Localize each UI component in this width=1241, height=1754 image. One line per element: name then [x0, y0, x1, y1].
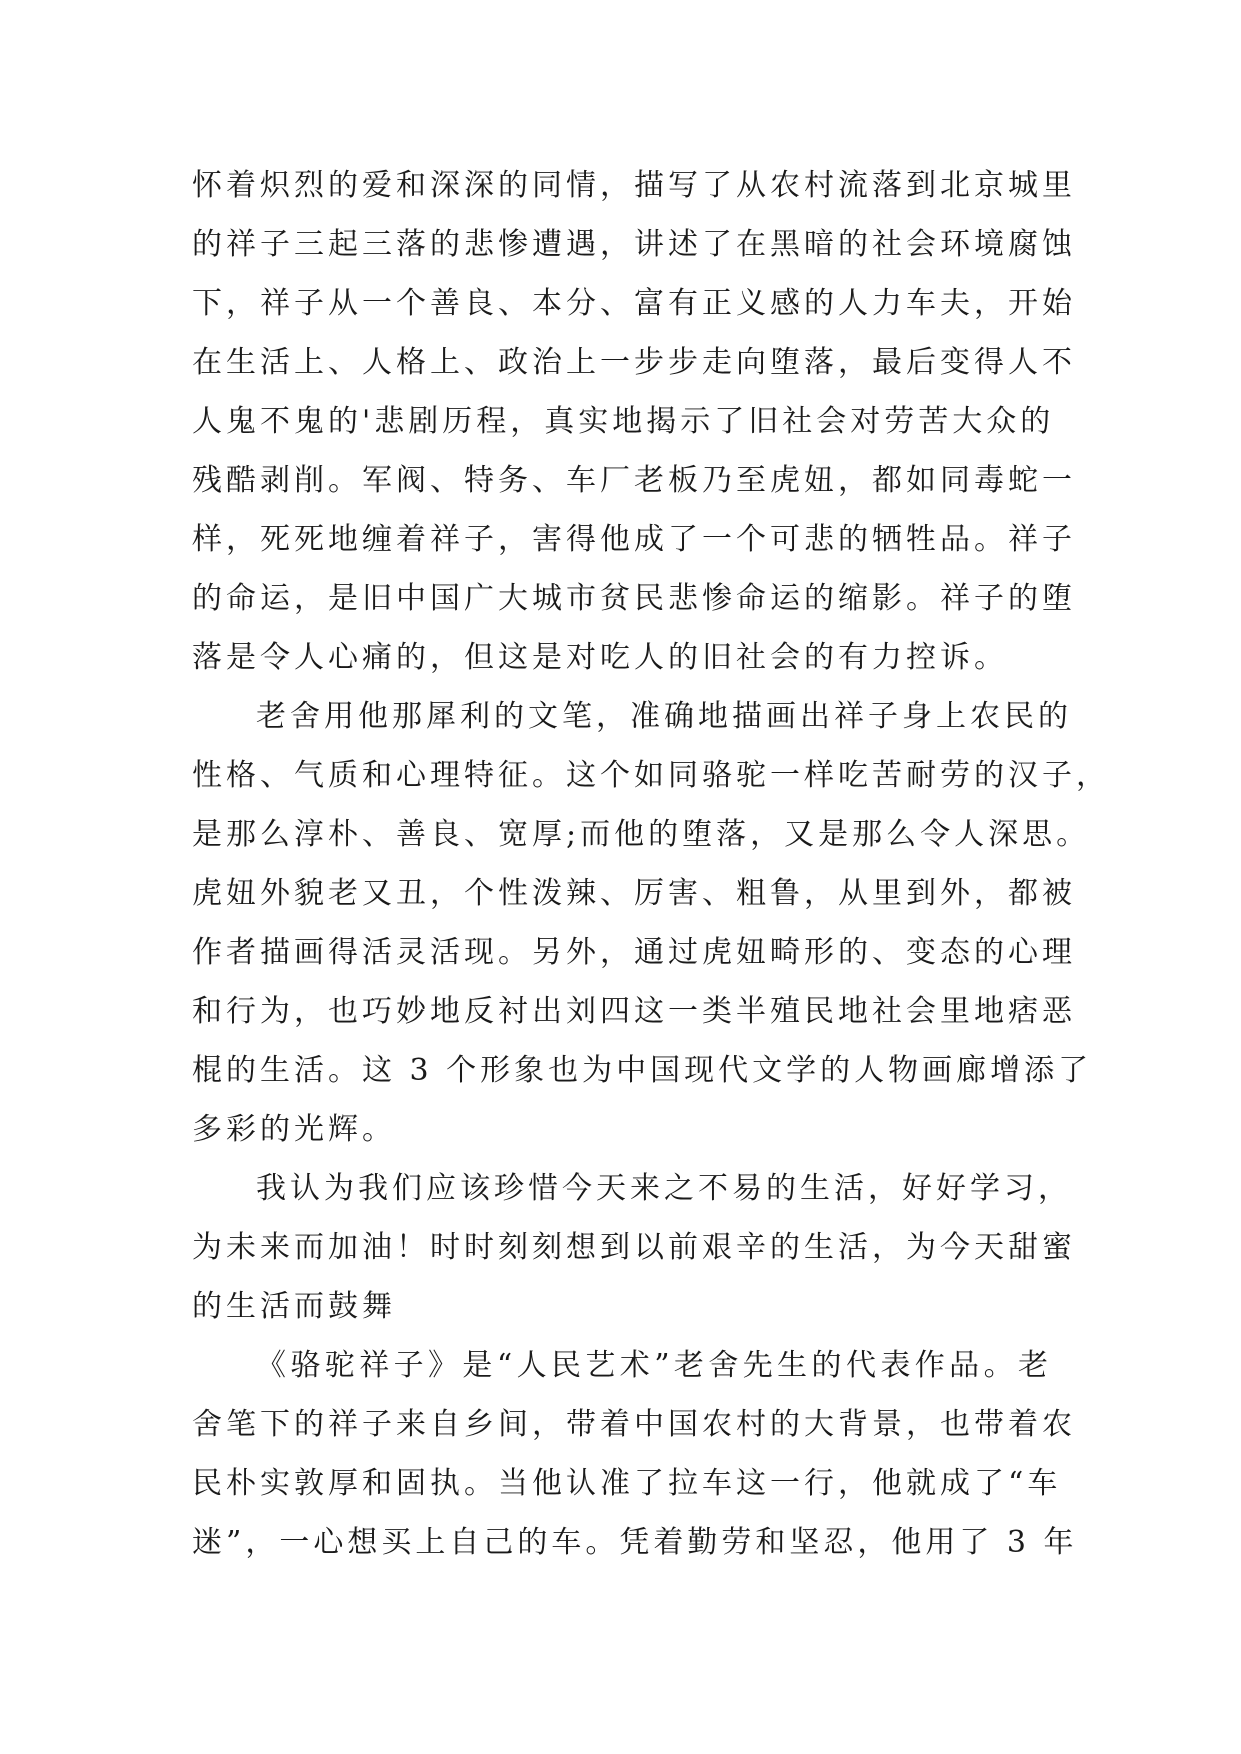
text-line: 棍的生活。这 3 个形象也为中国现代文学的人物画廊增添了 [192, 1053, 1093, 1088]
paragraph [192, 156, 1076, 687]
text-line: 为未来而加油！时时刻刻想到以前艰辛的生活，为今天甜蜜 [192, 1230, 1076, 1265]
text-line: 的祥子三起三落的悲惨遭遇，讲述了在黑暗的社会环境腐蚀 [192, 227, 1076, 262]
paragraph [192, 1159, 1076, 1336]
text-line: 落是令人心痛的，但这是对吃人的旧社会的有力控诉。 [192, 640, 1008, 675]
paragraph [192, 1336, 1078, 1572]
text-line: 作者描画得活灵活现。另外，通过虎妞畸形的、变态的心理 [192, 935, 1076, 970]
text-line: 老舍用他那犀利的文笔，准确地描画出祥子身上农民的 [256, 699, 1072, 734]
text-line: 舍笔下的祥子来自乡间，带着中国农村的大背景，也带着农 [192, 1407, 1076, 1442]
text-line: 怀着炽烈的爱和深深的同情，描写了从农村流落到北京城里 [192, 168, 1076, 203]
text-line: 样，死死地缠着祥子，害得他成了一个可悲的牺牲品。祥子 [192, 522, 1076, 557]
text-line: 迷”，一心想买上自己的车。凭着勤劳和坚忍，他用了 3 年 [192, 1525, 1078, 1560]
text-line: 是那么淳朴、善良、宽厚;而他的堕落，又是那么令人深思。 [192, 817, 1091, 852]
text-line: 民朴实敦厚和固执。当他认准了拉车这一行，他就成了“车 [192, 1466, 1062, 1501]
text-line: 性格、气质和心理特征。这个如同骆驼一样吃苦耐劳的汉子， [192, 758, 1110, 793]
text-line: 人鬼不鬼的'悲剧历程，真实地揭示了旧社会对劳苦大众的 [192, 404, 1055, 439]
text-line: 的命运，是旧中国广大城市贫民悲惨命运的缩影。祥子的堕 [192, 581, 1076, 616]
text-line: 《骆驼祥子》是“人民艺术”老舍先生的代表作品。老 [256, 1348, 1052, 1383]
document-body [192, 156, 1110, 1572]
text-line: 的生活而鼓舞 [192, 1289, 396, 1324]
text-line: 残酷剥削。军阀、特务、车厂老板乃至虎妞，都如同毒蛇一 [192, 463, 1076, 498]
text-line: 多彩的光辉。 [192, 1112, 396, 1147]
text-line: 和行为，也巧妙地反衬出刘四这一类半殖民地社会里地痞恶 [192, 994, 1076, 1029]
text-line: 我认为我们应该珍惜今天来之不易的生活，好好学习， [256, 1171, 1072, 1206]
paragraph [192, 687, 1110, 1159]
text-line: 在生活上、人格上、政治上一步步走向堕落，最后变得人不 [192, 345, 1076, 380]
text-line: 虎妞外貌老又丑，个性泼辣、厉害、粗鲁，从里到外，都被 [192, 876, 1076, 911]
text-line: 下，祥子从一个善良、本分、富有正义感的人力车夫，开始 [192, 286, 1076, 321]
